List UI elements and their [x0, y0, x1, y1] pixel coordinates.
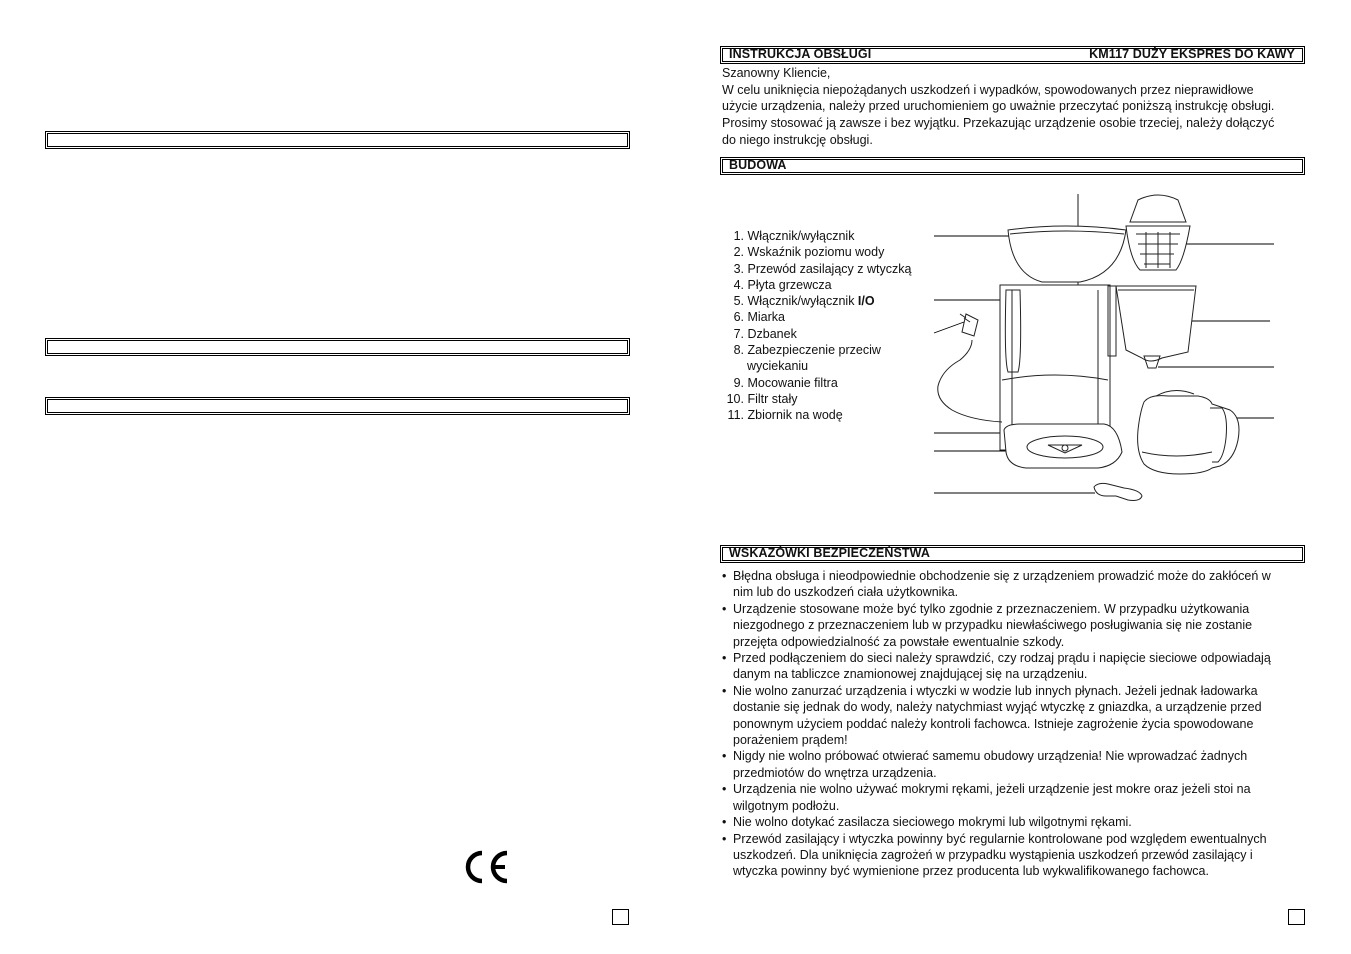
bullet-line: uszkodzeń. Dla uniknięcia zagrożeń w przypadku wystąpienia uszkodzeń przewód zasilający i	[733, 847, 1253, 862]
bullet-line: dostanie się jednak do wody, należy natychmiast wyjąć wtyczkę z gniazdka, a urządzenie przed	[733, 700, 1262, 715]
item-number: 8.	[733, 343, 744, 358]
bullet-line: Urządzenie stosowane może być tylko zgodnie z przeznaczeniem. W przypadku użytkowania	[733, 601, 1250, 616]
bullet-icon: •	[722, 782, 727, 797]
item-number: 10.	[726, 391, 744, 406]
list-item	[722, 781, 1322, 814]
item-number: 4.	[733, 277, 744, 292]
item-label: Zabezpieczenie przeciw	[747, 343, 881, 358]
list-item	[722, 309, 911, 325]
page-number-box-left	[612, 909, 629, 925]
item-label-bold: I/O	[857, 294, 875, 309]
list-item	[722, 391, 911, 407]
list-item	[722, 375, 911, 391]
item-label: Wskaźnik poziomu wody	[747, 245, 885, 260]
item-number: 2.	[733, 245, 744, 260]
list-item	[722, 748, 1322, 781]
item-label: Przewód zasilający z wtyczką	[747, 261, 912, 276]
bullet-line: niezgodnego z przeznaczeniem lub w przypadku niewłaściwego posługiwania się nie zostanie	[733, 618, 1253, 633]
bullet-icon: •	[722, 749, 727, 764]
list-item	[722, 277, 911, 293]
item-number: 6.	[733, 310, 744, 325]
intro-line: Szanowny Kliencie,	[722, 66, 831, 80]
list-item	[722, 831, 1322, 880]
bullet-line: ponownym użyciem poddać należy kontroli fachowca. Istnieje zagrożenie życia spowodowane	[733, 716, 1254, 731]
item-label: Mocowanie filtra	[747, 375, 838, 390]
bullet-line: Przewód zasilający i wtyczka powinny być regularnie kontrolowane pod względem ewentualnych	[733, 831, 1267, 846]
bullet-icon: •	[722, 569, 727, 583]
bullet-icon: •	[722, 831, 727, 846]
parts-list	[722, 228, 911, 424]
header-model: KM117 DUŻY EKSPRES DO KAWY	[1089, 47, 1295, 61]
bullet-icon: •	[722, 815, 727, 830]
safety-list	[722, 568, 1322, 880]
section-heading-budowa	[720, 157, 1305, 175]
item-label: Płyta grzewcza	[747, 277, 832, 292]
list-item	[722, 814, 1322, 830]
item-label: Zbiornik na wodę	[747, 408, 843, 423]
list-item	[722, 293, 911, 309]
section-heading-safety	[720, 545, 1305, 563]
list-item	[722, 650, 1322, 683]
item-number: 7.	[733, 326, 744, 341]
bullet-line: przedmiotów do wnętrza urządzenia.	[733, 765, 937, 780]
list-item	[722, 407, 911, 423]
bullet-line: przejęta odpowiedzialność za powstałe ewentualnie szkody.	[733, 634, 1065, 649]
bullet-line: wtyczka powinny być wymienione przez producenta lub wykwalifikowanego fachowca.	[733, 864, 1209, 879]
list-item	[722, 568, 1322, 601]
intro-line: użycie urządzenia, należy przed uruchomieniem go uważnie przeczytać poniższą instrukcję obsługi.	[722, 99, 1275, 114]
left-empty-heading-3	[45, 397, 630, 415]
safety-title: WSKAZÓWKI BEZPIECZEŃSTWA	[729, 546, 931, 560]
bullet-line: Nie wolno zanurzać urządzenia i wtyczki w wodzie lub innych płynach. Jeżeli jednak ładowarka	[733, 683, 1258, 698]
bullet-icon: •	[722, 651, 727, 666]
bullet-line: wilgotnym podłożu.	[733, 798, 840, 813]
left-empty-heading-1	[45, 131, 630, 149]
bullet-line: Nie wolno dotykać zasilacza sieciowego mokrymi lub wilgotnymi rękami.	[733, 815, 1132, 830]
budowa-title: BUDOWA	[729, 158, 787, 172]
item-number: 5.	[733, 294, 744, 309]
intro-text	[722, 65, 1274, 149]
list-item	[722, 601, 1322, 650]
bullet-line: Urządzenia nie wolno używać mokrymi rękami, jeżeli urządzenie jest mokre oraz jeżeli stoi na	[733, 782, 1251, 797]
list-item	[722, 326, 911, 342]
item-number: 1.	[733, 229, 744, 243]
bullet-line: Przed podłączeniem do sieci należy sprawdzić, czy rodzaj prądu i napięcie sieciowe odpowiadają	[733, 651, 1271, 666]
page-number-box-right	[1288, 909, 1305, 925]
list-item	[722, 228, 911, 244]
item-number: 11.	[727, 408, 744, 423]
intro-line: W celu uniknięcia niepożądanych uszkodzeń i wypadków, spowodowanych przez nieprawidłowe	[722, 82, 1254, 97]
coffee-maker-diagram	[930, 190, 1280, 515]
item-label: Włącznik/wyłącznik	[747, 229, 855, 243]
item-label: Filtr stały	[747, 391, 798, 406]
bullet-line: Nigdy nie wolno próbować otwierać samemu obudowy urządzenia! Nie wprowadzać żadnych	[733, 749, 1248, 764]
list-item-continuation: wyciekaniu	[747, 359, 809, 374]
header-title: INSTRUKCJA OBSŁUGI	[729, 47, 872, 61]
item-label: Dzbanek	[747, 326, 797, 341]
item-number: 3.	[733, 261, 744, 276]
item-number: 9.	[733, 375, 744, 390]
intro-line: Prosimy stosować ją zawsze i bez wyjątku. Przekazując urządzenie osobie trzeciej, należy dołączyć	[722, 116, 1275, 131]
document-header	[720, 46, 1305, 64]
list-item	[722, 342, 911, 358]
left-empty-heading-2	[45, 338, 630, 356]
bullet-line: Błędna obsługa i nieodpowiednie obchodzenie się z urządzeniem prowadzić może do zakłóceń w	[733, 569, 1271, 583]
item-label: Włącznik/wyłącznik	[747, 294, 858, 309]
list-item	[722, 244, 911, 260]
list-item	[722, 683, 1322, 749]
ce-mark-icon	[462, 850, 510, 884]
bullet-icon: •	[722, 683, 727, 698]
item-label: Miarka	[747, 310, 785, 325]
intro-line: do niego instrukcję obsługi.	[722, 132, 873, 147]
list-item	[722, 261, 911, 277]
bullet-icon: •	[722, 601, 727, 616]
bullet-line: porażeniem prądem!	[733, 733, 848, 748]
bullet-line: nim lub do uszkodzeń ciała użytkownika.	[733, 585, 959, 600]
bullet-line: danym na tabliczce znamionowej znajdującej się na urządzeniu.	[733, 667, 1088, 682]
